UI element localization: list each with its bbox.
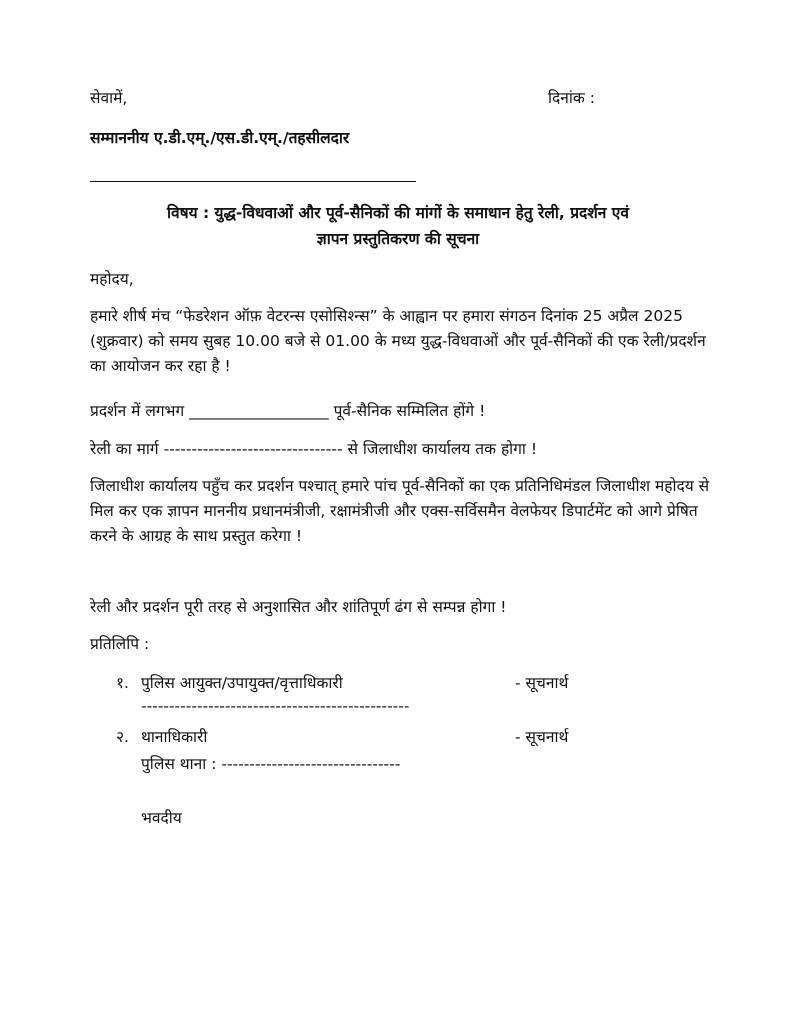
copy-item-2-name: थानाधिकारी <box>141 728 208 746</box>
subject-line-2: ज्ञापन प्रस्तुतिकरण की सूचना <box>316 230 480 248</box>
participants-blank: __________________ <box>189 402 329 420</box>
greeting: महोदय, <box>90 270 134 288</box>
paragraph-discipline: रेली और प्रदर्शन पूरी तरह से अनुशासित और शांतिपूर्ण ढंग से सम्पन्न होगा ! <box>90 598 507 616</box>
paragraph-route: रेली का मार्ग -------------------------------- से जिलाधीश कार्यालय तक होगा ! <box>90 440 538 458</box>
closing: भवदीय <box>141 809 182 827</box>
subject <box>90 200 706 252</box>
copy-item-1-subline: ------------------------------------------------ <box>141 697 410 715</box>
paragraph-participants <box>90 399 485 421</box>
copy-item-1-name: पुलिस आयुक्त/उपायुक्त/वृत्ताधिकारी <box>141 674 343 692</box>
participants-prefix: प्रदर्शन में लगभग <box>90 402 185 420</box>
paragraph-announcement: हमारे शीर्ष मंच “फेडरेशन ऑफ़ वेटरन्स एसोसिश्न्स” के आह्वान पर हमारा संगठन दिनांक 25 अप्रैल 2025 (शुक्रवार) को समय सुबह 10.00 बजे से 01.00 के मध्य युद्ध-विधवाओं और पूर्व-सैनिकों की एक रेली/प्रदर्शन का आयोजन कर रहा है ! <box>90 307 706 375</box>
date-label: दिनांक : <box>548 89 595 107</box>
recipient-title: सम्माननीय ए.डी.एम्./एस.डी.एम्./तहसीलदार <box>90 129 350 147</box>
copy-item-1-purpose: - सूचनार्थ <box>515 674 569 692</box>
copy-item-2-purpose: - सूचनार्थ <box>515 728 569 746</box>
recipient-blank-line <box>90 181 416 182</box>
subject-line-1: विषय : युद्ध-विधवाओं और पूर्व-सैनिकों की मांगों के समाधान हेतु रेली, प्रदर्शन एवं <box>166 204 629 222</box>
copy-item-2-number: २. <box>116 728 129 746</box>
participants-suffix: पूर्व-सैनिक सम्मिलित होंगे ! <box>333 402 486 420</box>
paragraph-delegation: जिलाधीश कार्यालय पहुँच कर प्रदर्शन पश्चात् हमारे पांच पूर्व-सैनिकों का एक प्रतिनिधिमंडल जिलाधीश महोदय से मिल कर एक ज्ञापन माननीय प्रधानमंत्रीजी, रक्षामंत्रीजी और एक्स-सर्विसमैन वेलफेयर डिपार्टमेंट को आगे प्रेषित करने के आग्रह के साथ प्रस्तुत करेगा ! <box>90 477 710 545</box>
copy-item-2-subline: पुलिस थाना : -------------------------------- <box>141 755 401 773</box>
copy-item-1-number: १. <box>116 674 129 692</box>
salutation-to: सेवामें, <box>90 89 128 107</box>
copy-label: प्रतिलिपि : <box>90 635 150 653</box>
